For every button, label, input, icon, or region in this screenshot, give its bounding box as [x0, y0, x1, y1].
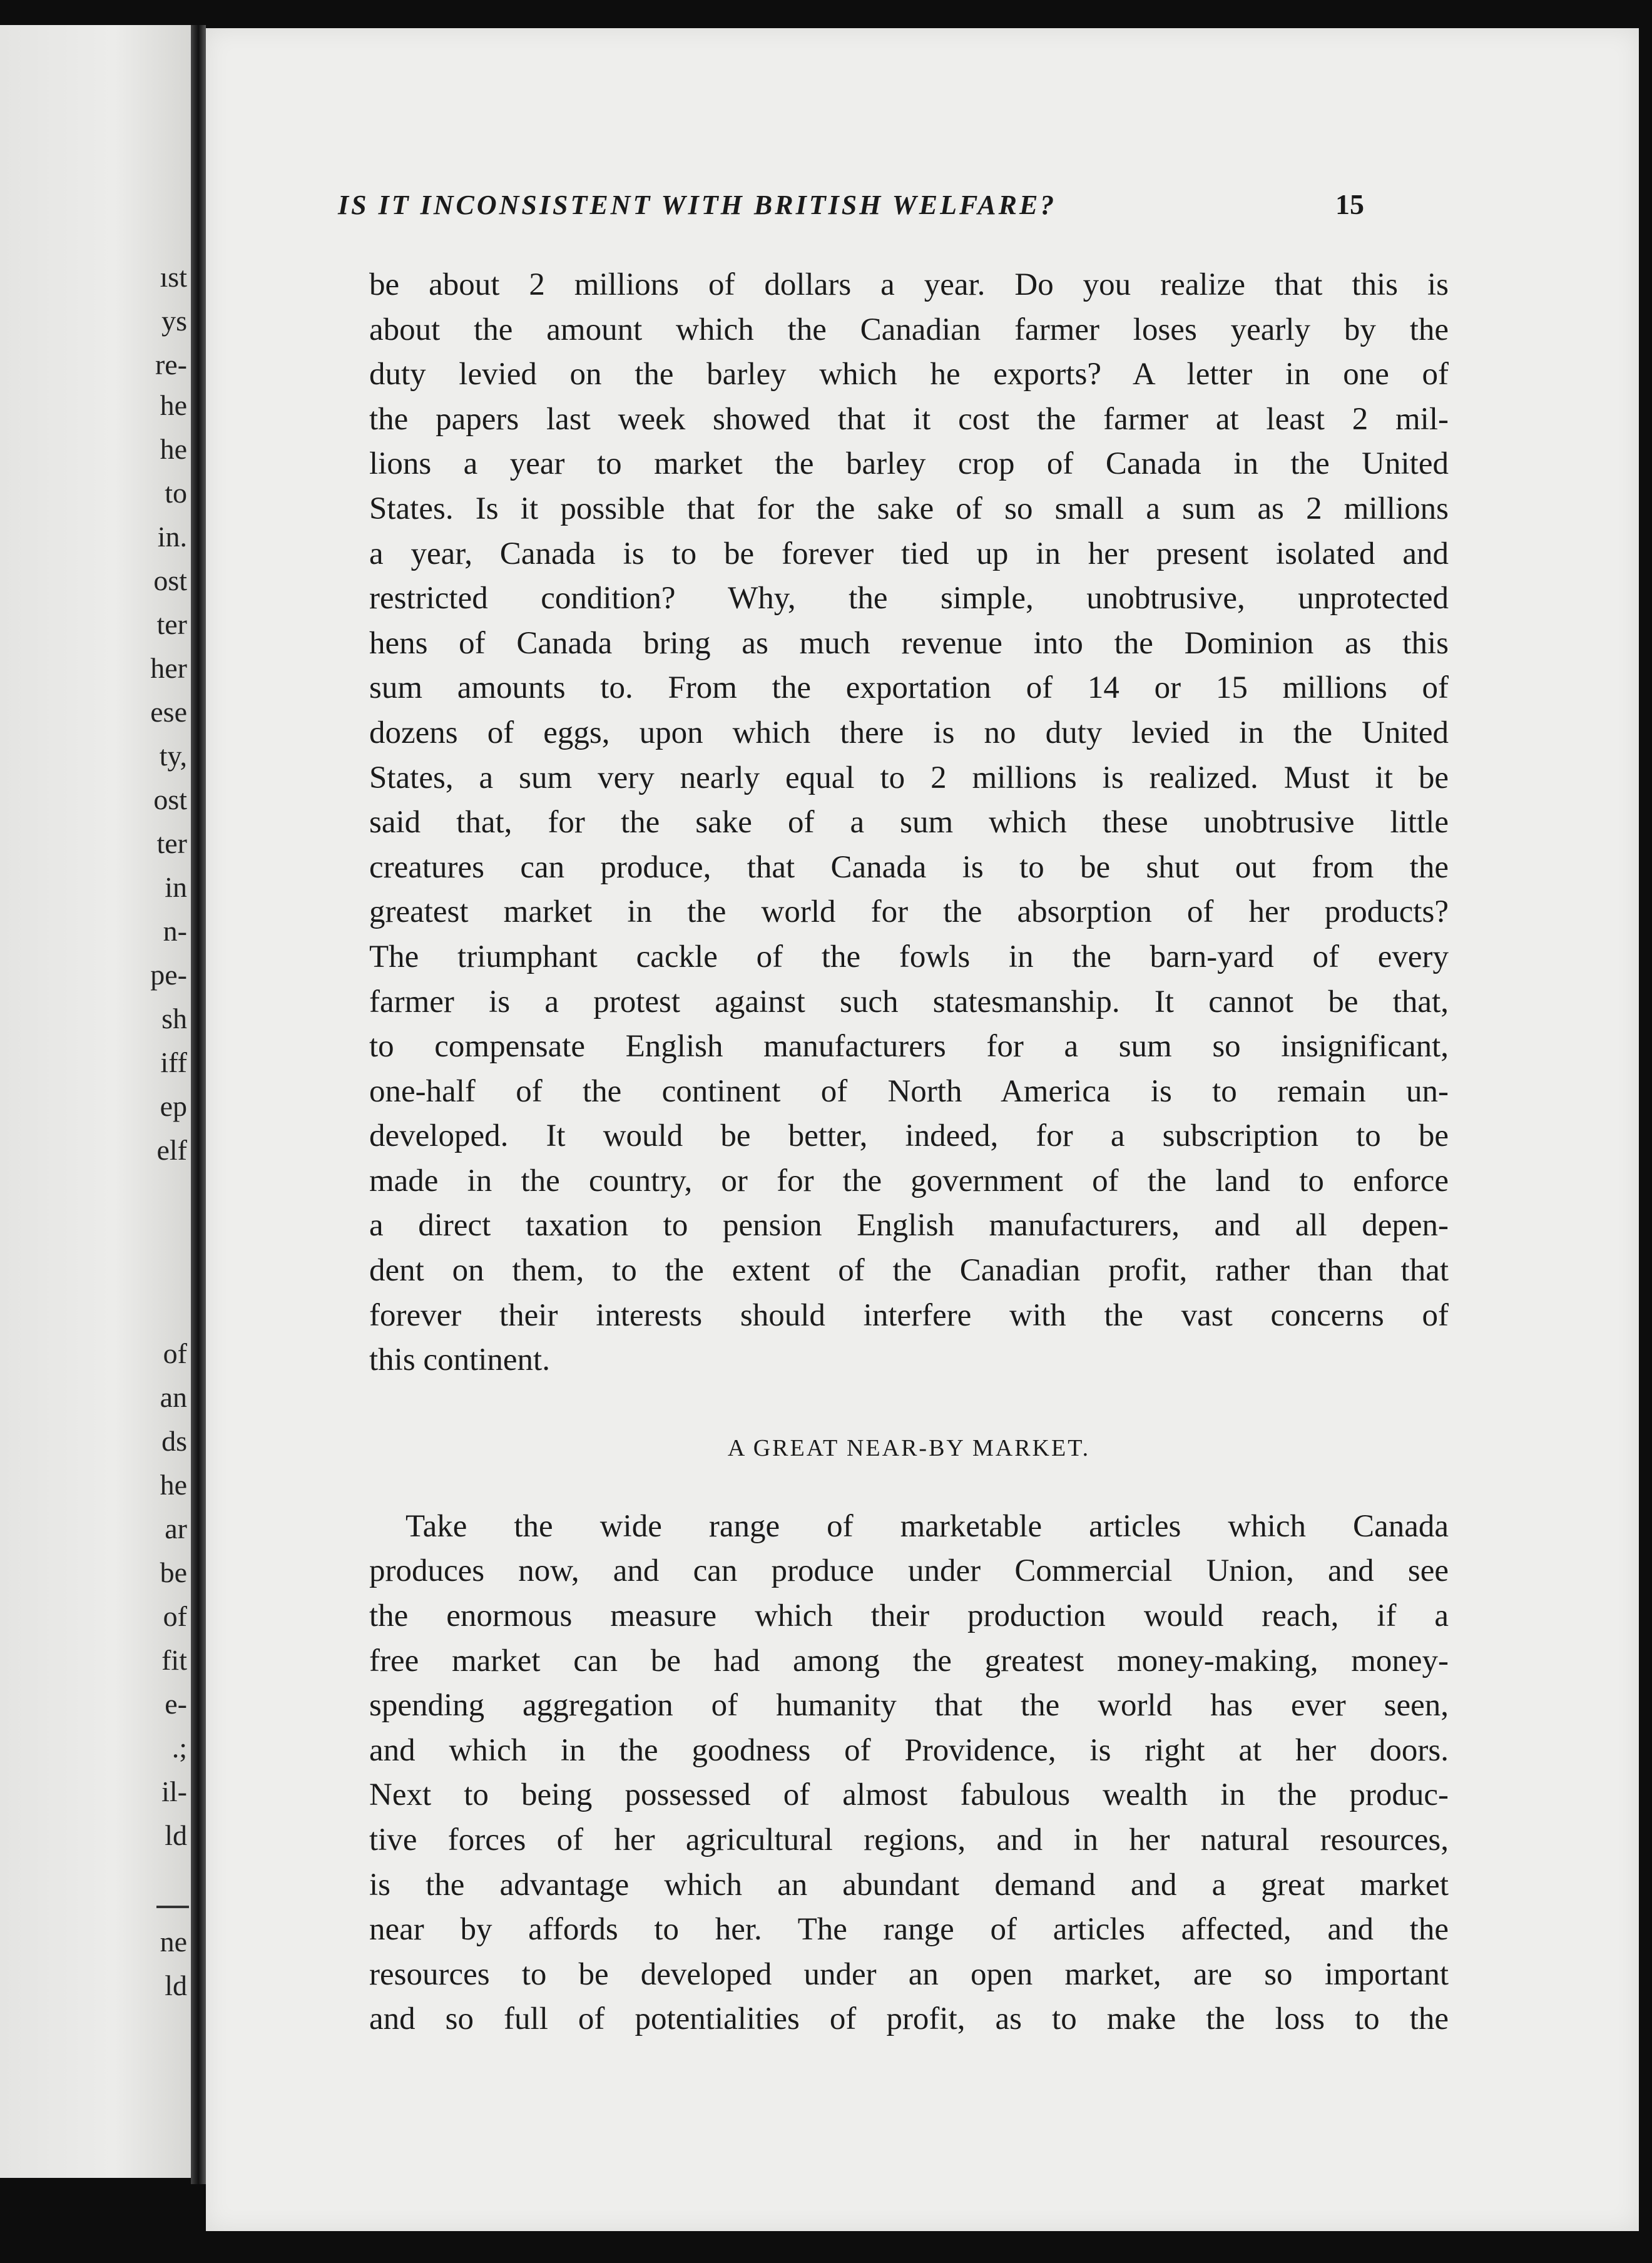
footnote-rule [156, 1906, 189, 1908]
text-line: sum amounts to. From the exportation of 14 or 15 millions of [369, 670, 1449, 706]
margin-fragment: .; [171, 1732, 187, 1764]
margin-fragment: ty, [159, 740, 187, 772]
text-line: States, a sum very nearly equal to 2 millions is realized. Must it be [369, 760, 1449, 795]
text-line: one-half of the continent of North America is to remain un- [369, 1073, 1449, 1109]
text-line: farmer is a protest against such statesmanship. It cannot be that, [369, 984, 1449, 1019]
paragraph [369, 1504, 1449, 2042]
margin-fragment: to [165, 477, 187, 509]
text-line: the papers last week showed that it cost the farmer at least 2 mil- [369, 401, 1449, 437]
text-line: Next to being possessed of almost fabulous wealth in the produc- [369, 1777, 1449, 1813]
margin-fragment: of [163, 1600, 187, 1632]
margin-fragment: il- [161, 1775, 187, 1807]
text-line: a direct taxation to pension English manufacturers, and all depen- [369, 1208, 1449, 1244]
left-facing-page [0, 25, 191, 2178]
text-line: creatures can produce, that Canada is to be shut out from the [369, 849, 1449, 885]
margin-fragment: sh [161, 1003, 187, 1034]
text-line: The triumphant cackle of the fowls in the barn-yard of every [369, 939, 1449, 974]
margin-fragment: ld [165, 1819, 187, 1851]
text-line: a year, Canada is to be forever tied up in her present isolated and [369, 536, 1449, 571]
text-line: be about 2 millions of dollars a year. Do you realize that this is [369, 267, 1449, 302]
margin-fragment: n- [163, 915, 187, 947]
text-line: made in the country, or for the government of the land to enforce [369, 1163, 1449, 1198]
text-line: is the advantage which an abundant demand and a great market [369, 1867, 1449, 1903]
margin-fragment: ys [161, 305, 187, 337]
margin-fragment: be [160, 1556, 187, 1588]
page-gutter [191, 25, 206, 2184]
text-line: this continent. [369, 1342, 550, 1378]
margin-fragment: ter [156, 827, 187, 859]
margin-fragment: ne [160, 1926, 187, 1958]
text-line: the enormous measure which their production would reach, if a [369, 1598, 1449, 1634]
margin-fragment: ds [161, 1425, 187, 1457]
margin-fragment: pe- [150, 959, 187, 991]
page-number: 15 [1335, 188, 1364, 220]
paragraph [369, 263, 1449, 1383]
text-line: resources to be developed under an open market, are so important [369, 1956, 1449, 1992]
running-title: IS IT INCONSISTENT WITH BRITISH WELFARE? [338, 190, 1057, 220]
margin-fragment: ost [153, 784, 187, 815]
margin-fragment: her [150, 652, 187, 684]
margin-fragment: ar [165, 1513, 187, 1545]
margin-fragment: in [165, 871, 187, 903]
margin-fragment: ld [165, 1969, 187, 2001]
text-line: forever their interests should interfere with the vast concerns of [369, 1297, 1449, 1333]
running-head [288, 188, 1364, 221]
text-line: and so full of potentialities of profit, as to make the loss to the [369, 2001, 1449, 2037]
margin-fragment: he [160, 389, 187, 421]
text-line: restricted condition? Why, the simple, unobtrusive, unprotected [369, 581, 1449, 616]
text-line: Take the wide range of marketable articles which Canada [405, 1508, 1449, 1544]
text-line: said that, for the sake of a sum which these unobtrusive little [369, 805, 1449, 840]
margin-fragment: elf [156, 1134, 187, 1166]
text-line: free market can be had among the greatest money-making, money- [369, 1643, 1449, 1678]
margin-fragment: fit [161, 1644, 187, 1676]
margin-fragment: re- [155, 349, 187, 381]
text-line: duty levied on the barley which he exports? A letter in one of [369, 357, 1449, 392]
text-line: spending aggregation of humanity that the world has ever seen, [369, 1688, 1449, 1724]
margin-fragment: iff [160, 1046, 187, 1078]
margin-fragment: ep [160, 1090, 187, 1122]
text-line: near by affords to her. The range of articles affected, and the [369, 1912, 1449, 1948]
text-line: and which in the goodness of Providence, is right at her doors. [369, 1732, 1449, 1768]
text-line: about the amount which the Canadian farmer loses yearly by the [369, 312, 1449, 347]
text-line: lions a year to market the barley crop of Canada in the United [369, 446, 1449, 482]
section-heading: A GREAT NEAR-BY MARKET. [727, 1434, 1091, 1461]
text-line: produces now, and can produce under Commercial Union, and see [369, 1553, 1449, 1589]
text-line: developed. It would be better, indeed, for a subscription to be [369, 1118, 1449, 1154]
text-line: States. Is it possible that for the sake of so small a sum as 2 millions [369, 491, 1449, 526]
margin-fragment: ıst [160, 261, 187, 293]
margin-fragment: he [160, 1469, 187, 1501]
text-line: hens of Canada bring as much revenue into the Dominion as this [369, 625, 1449, 661]
margin-fragment: e- [165, 1688, 187, 1720]
margin-fragment: ese [150, 696, 187, 728]
margin-fragment: of [163, 1337, 187, 1369]
margin-fragment: he [160, 433, 187, 465]
margin-fragment: ost [153, 564, 187, 596]
text-line: dozens of eggs, upon which there is no duty levied in the United [369, 715, 1449, 750]
text-line: tive forces of her agricultural regions, and in her natural resources, [369, 1822, 1449, 1857]
margin-fragment: in. [157, 521, 187, 553]
body-text [369, 263, 1449, 2042]
text-line: dent on them, to the extent of the Canadian profit, rather than that [369, 1253, 1449, 1289]
text-line: to compensate English manufacturers for a sum so insignificant, [369, 1029, 1449, 1065]
margin-fragment: ter [156, 608, 187, 640]
text-line: greatest market in the world for the absorption of her products? [369, 894, 1449, 930]
margin-fragment: an [160, 1381, 187, 1413]
